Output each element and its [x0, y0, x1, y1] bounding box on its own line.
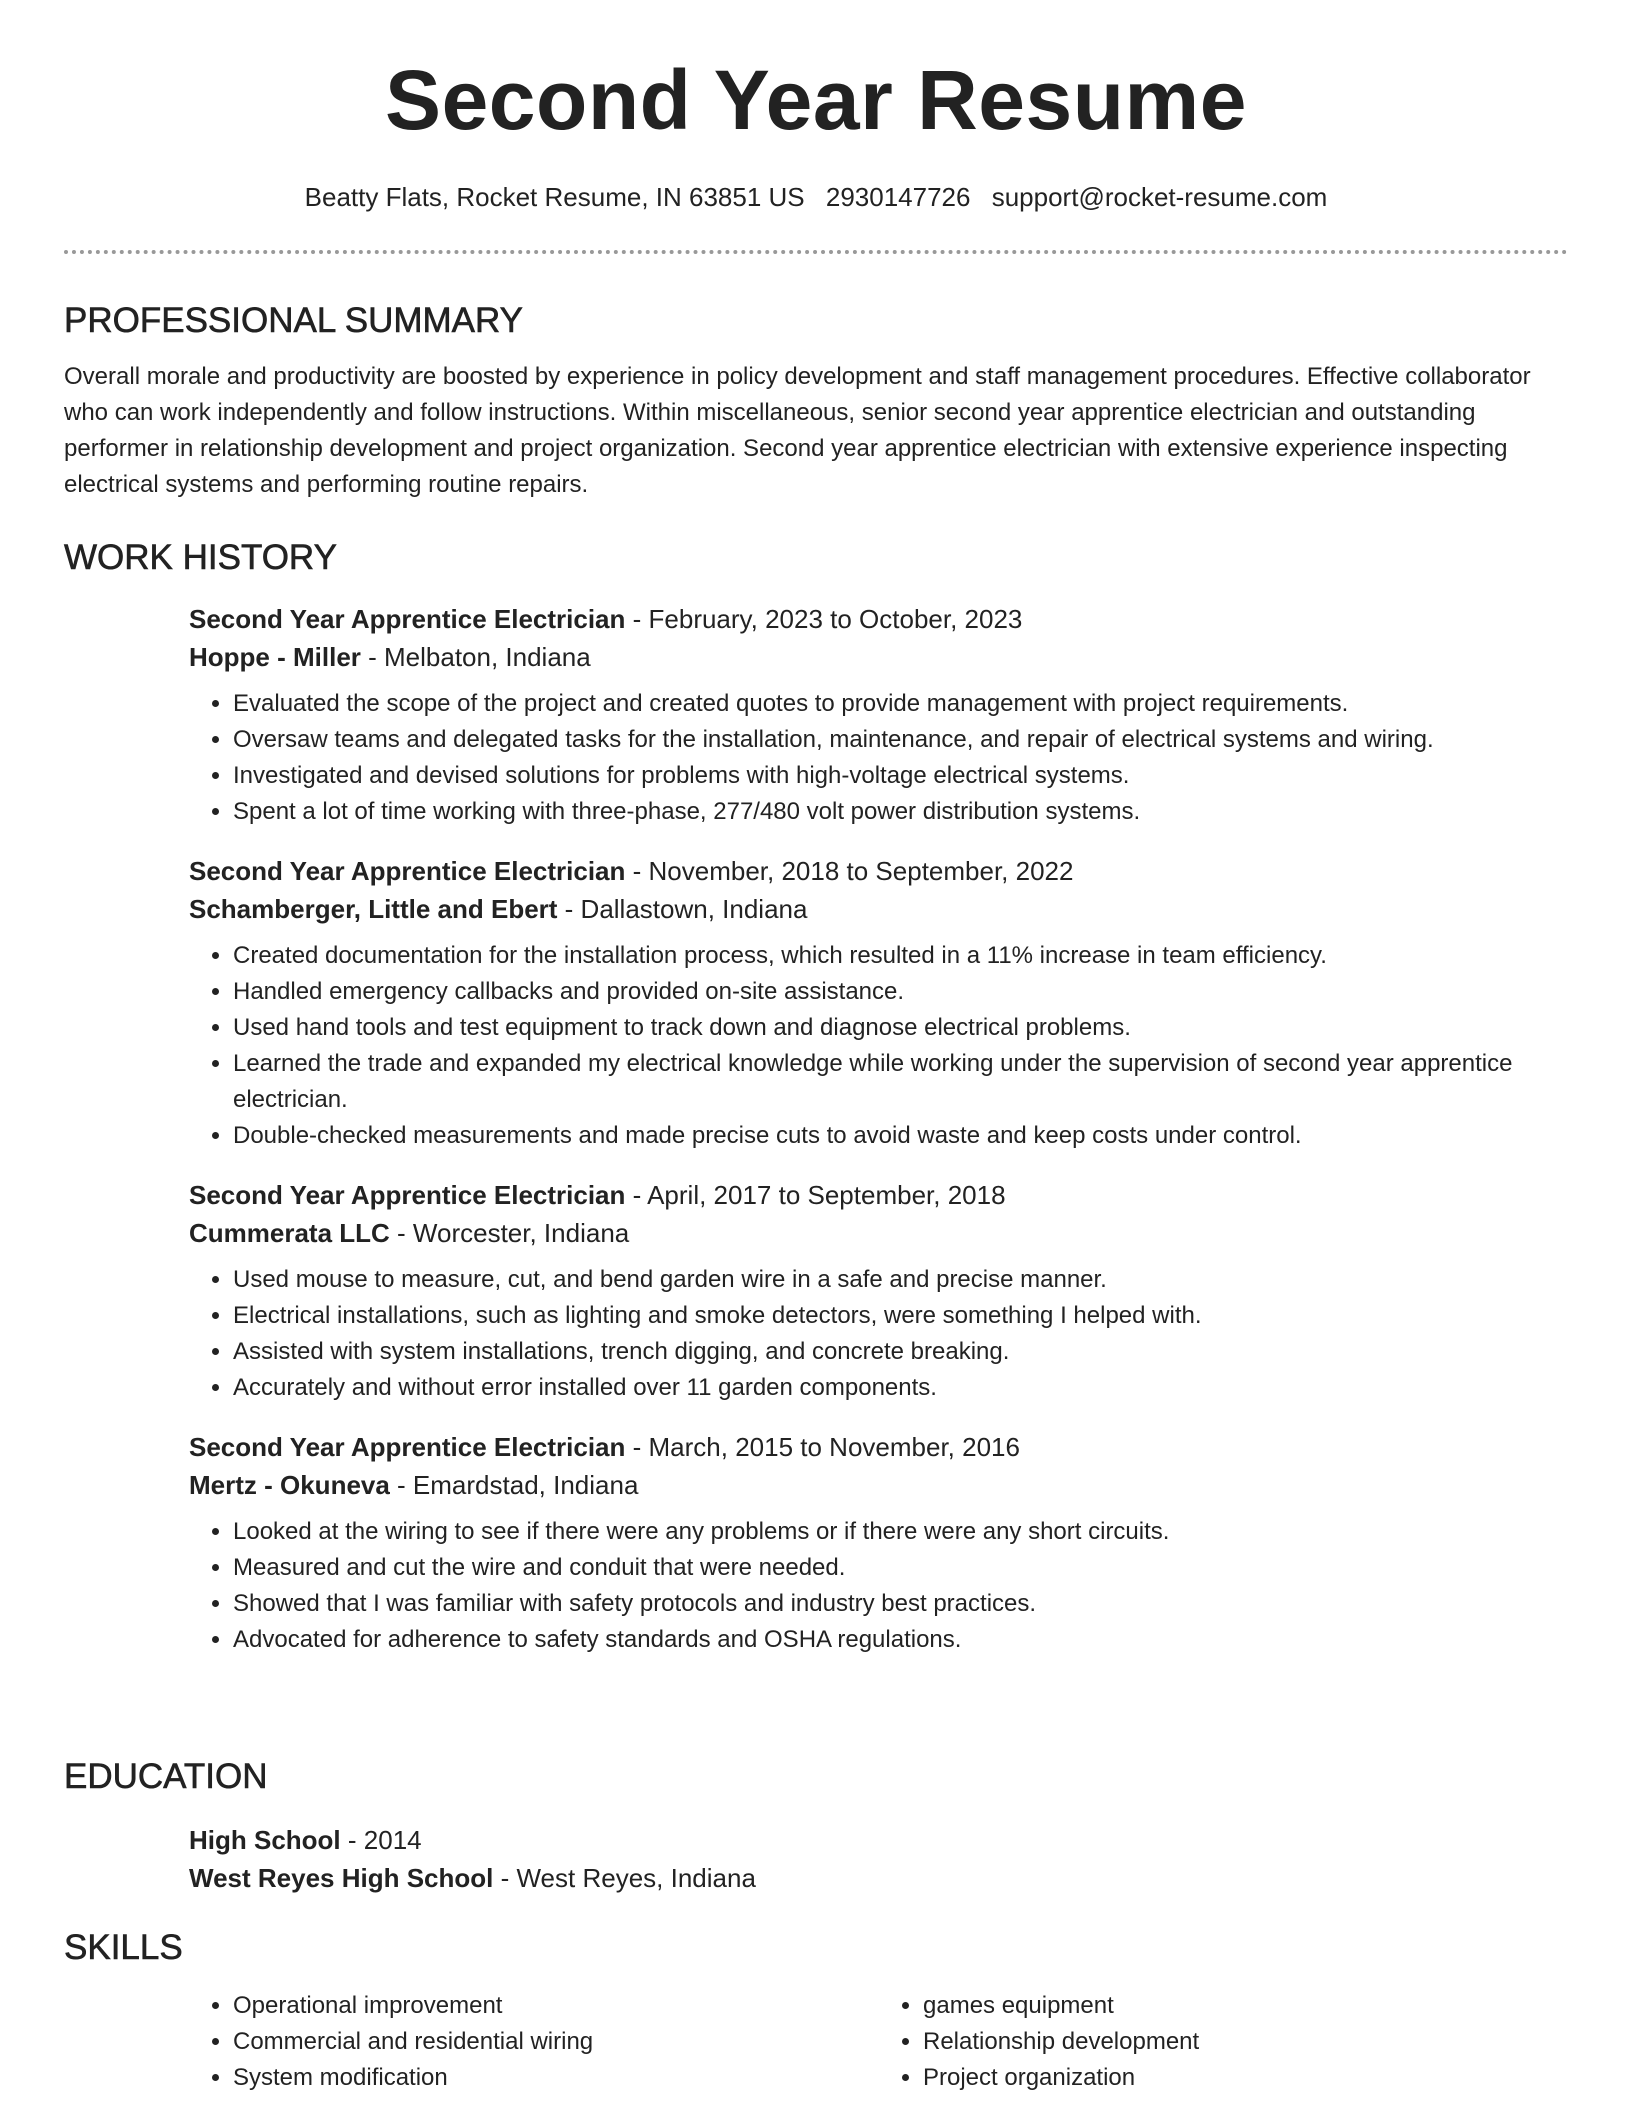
job-bullet: • Spent a lot of time working with three-phase, 277/480 volt power distribution systems. — [233, 794, 1568, 830]
work-history-heading: WORK HISTORY — [64, 538, 337, 577]
job-bullet: • Oversaw teams and delegated tasks for the installation, maintenance, and repair of electrical systems and wiring. — [233, 722, 1568, 758]
contact-info — [0, 182, 1632, 213]
job-location: - Dallastown, Indiana — [557, 894, 808, 924]
job-title-line — [189, 600, 1568, 638]
job-role: Second Year Apprentice Electrician — [189, 1432, 626, 1462]
work-history-section — [64, 538, 1568, 1680]
job-role: Second Year Apprentice Electrician — [189, 604, 626, 634]
job-bullet: • Measured and cut the wire and conduit that were needed. — [233, 1550, 1568, 1586]
job-bullet: • Investigated and devised solutions for problems with high-voltage electrical systems. — [233, 758, 1568, 794]
job-title-line — [189, 852, 1568, 890]
education-section — [64, 1757, 1568, 1897]
school-location: - West Reyes, Indiana — [493, 1863, 756, 1893]
job-entry — [189, 852, 1568, 1154]
job-bullet: • Double-checked measurements and made precise cuts to avoid waste and keep costs under control. — [233, 1118, 1568, 1154]
job-bullets — [189, 1262, 1568, 1406]
job-bullet: • Electrical installations, such as lighting and smoke detectors, were something I helped with. — [233, 1298, 1568, 1334]
job-location: - Emardstad, Indiana — [389, 1470, 639, 1500]
skill-item: • Operational improvement — [233, 1988, 879, 2024]
job-bullet: • Used hand tools and test equipment to track down and diagnose electrical problems. — [233, 1010, 1568, 1046]
jobs-list — [189, 600, 1568, 1658]
summary-heading: PROFESSIONAL SUMMARY — [64, 301, 523, 340]
job-bullet: • Looked at the wiring to see if there were any problems or if there were any short circuits. — [233, 1514, 1568, 1550]
skill-item: • Project organization — [923, 2060, 1569, 2096]
contact-email[interactable]: support@rocket-resume.com — [991, 182, 1328, 212]
job-bullet: • Accurately and without error installed over 11 garden components. — [233, 1370, 1568, 1406]
job-entry — [189, 600, 1568, 830]
degree-line — [189, 1821, 1568, 1859]
job-title-line — [189, 1428, 1568, 1466]
job-dates: - April, 2017 to September, 2018 — [625, 1180, 1006, 1210]
job-role: Second Year Apprentice Electrician — [189, 1180, 626, 1210]
job-location: - Worcester, Indiana — [389, 1218, 630, 1248]
summary-section — [64, 301, 1568, 503]
job-company: Cummerata LLC — [189, 1218, 390, 1248]
job-bullets — [189, 938, 1568, 1154]
job-bullet: • Learned the trade and expanded my electrical knowledge while working under the supervision of second year apprentice electrician. — [233, 1046, 1568, 1118]
school-name: West Reyes High School — [189, 1863, 494, 1893]
job-bullet: • Advocated for adherence to safety standards and OSHA regulations. — [233, 1622, 1568, 1658]
job-bullet: • Handled emergency callbacks and provided on-site assistance. — [233, 974, 1568, 1010]
skill-item: • Commercial and residential wiring — [233, 2024, 879, 2060]
header-divider — [64, 250, 1568, 254]
job-company: Hoppe - Miller — [189, 642, 361, 672]
skills-grid — [189, 1988, 1569, 2096]
job-bullet: • Assisted with system installations, trench digging, and concrete breaking. — [233, 1334, 1568, 1370]
summary-text: Overall morale and productivity are boosted by experience in policy development and staff management procedures. Effective collaborator who can work independently and follow instructions. Within miscellaneous, senior second year apprentice electrician and outstanding performer in relationship development and project organization. Second year apprentice electrician with extensive experience inspecting electrical systems and performing routine repairs. — [64, 363, 1531, 498]
company-line — [189, 890, 1568, 928]
contact-address: Beatty Flats, Rocket Resume, IN 63851 US — [304, 182, 805, 212]
contact-phone: 2930147726 — [825, 182, 971, 212]
job-bullets — [189, 686, 1568, 830]
skills-heading: SKILLS — [64, 1928, 183, 1967]
job-dates: - February, 2023 to October, 2023 — [625, 604, 1023, 634]
skill-item: • Relationship development — [923, 2024, 1569, 2060]
company-line — [189, 1214, 1568, 1252]
skills-column-right — [879, 1988, 1569, 2096]
job-company: Schamberger, Little and Ebert — [189, 894, 558, 924]
job-entry — [189, 1428, 1568, 1658]
job-bullet: • Used mouse to measure, cut, and bend garden wire in a safe and precise manner. — [233, 1262, 1568, 1298]
job-bullet: • Evaluated the scope of the project and created quotes to provide management with project requirements. — [233, 686, 1568, 722]
job-bullets — [189, 1514, 1568, 1658]
job-dates: - November, 2018 to September, 2022 — [625, 856, 1074, 886]
job-title-line — [189, 1176, 1568, 1214]
job-entry — [189, 1176, 1568, 1406]
skills-section — [64, 1928, 1568, 2096]
job-location: - Melbaton, Indiana — [360, 642, 591, 672]
job-role: Second Year Apprentice Electrician — [189, 856, 626, 886]
job-dates: - March, 2015 to November, 2016 — [625, 1432, 1020, 1462]
degree: High School — [189, 1825, 341, 1855]
graduation-year: - 2014 — [340, 1825, 422, 1855]
company-line — [189, 1466, 1568, 1504]
job-company: Mertz - Okuneva — [189, 1470, 390, 1500]
skills-column-left — [189, 1988, 879, 2096]
skill-item: • games equipment — [923, 1988, 1569, 2024]
company-line — [189, 638, 1568, 676]
education-heading: EDUCATION — [64, 1757, 268, 1796]
job-bullet: • Showed that I was familiar with safety protocols and industry best practices. — [233, 1586, 1568, 1622]
skill-item: • System modification — [233, 2060, 879, 2096]
school-line — [189, 1859, 1568, 1897]
resume-name: Second Year Resume — [385, 53, 1247, 147]
education-entry — [189, 1821, 1568, 1897]
job-bullet: • Created documentation for the installation process, which resulted in a 11% increase in team efficiency. — [233, 938, 1568, 974]
